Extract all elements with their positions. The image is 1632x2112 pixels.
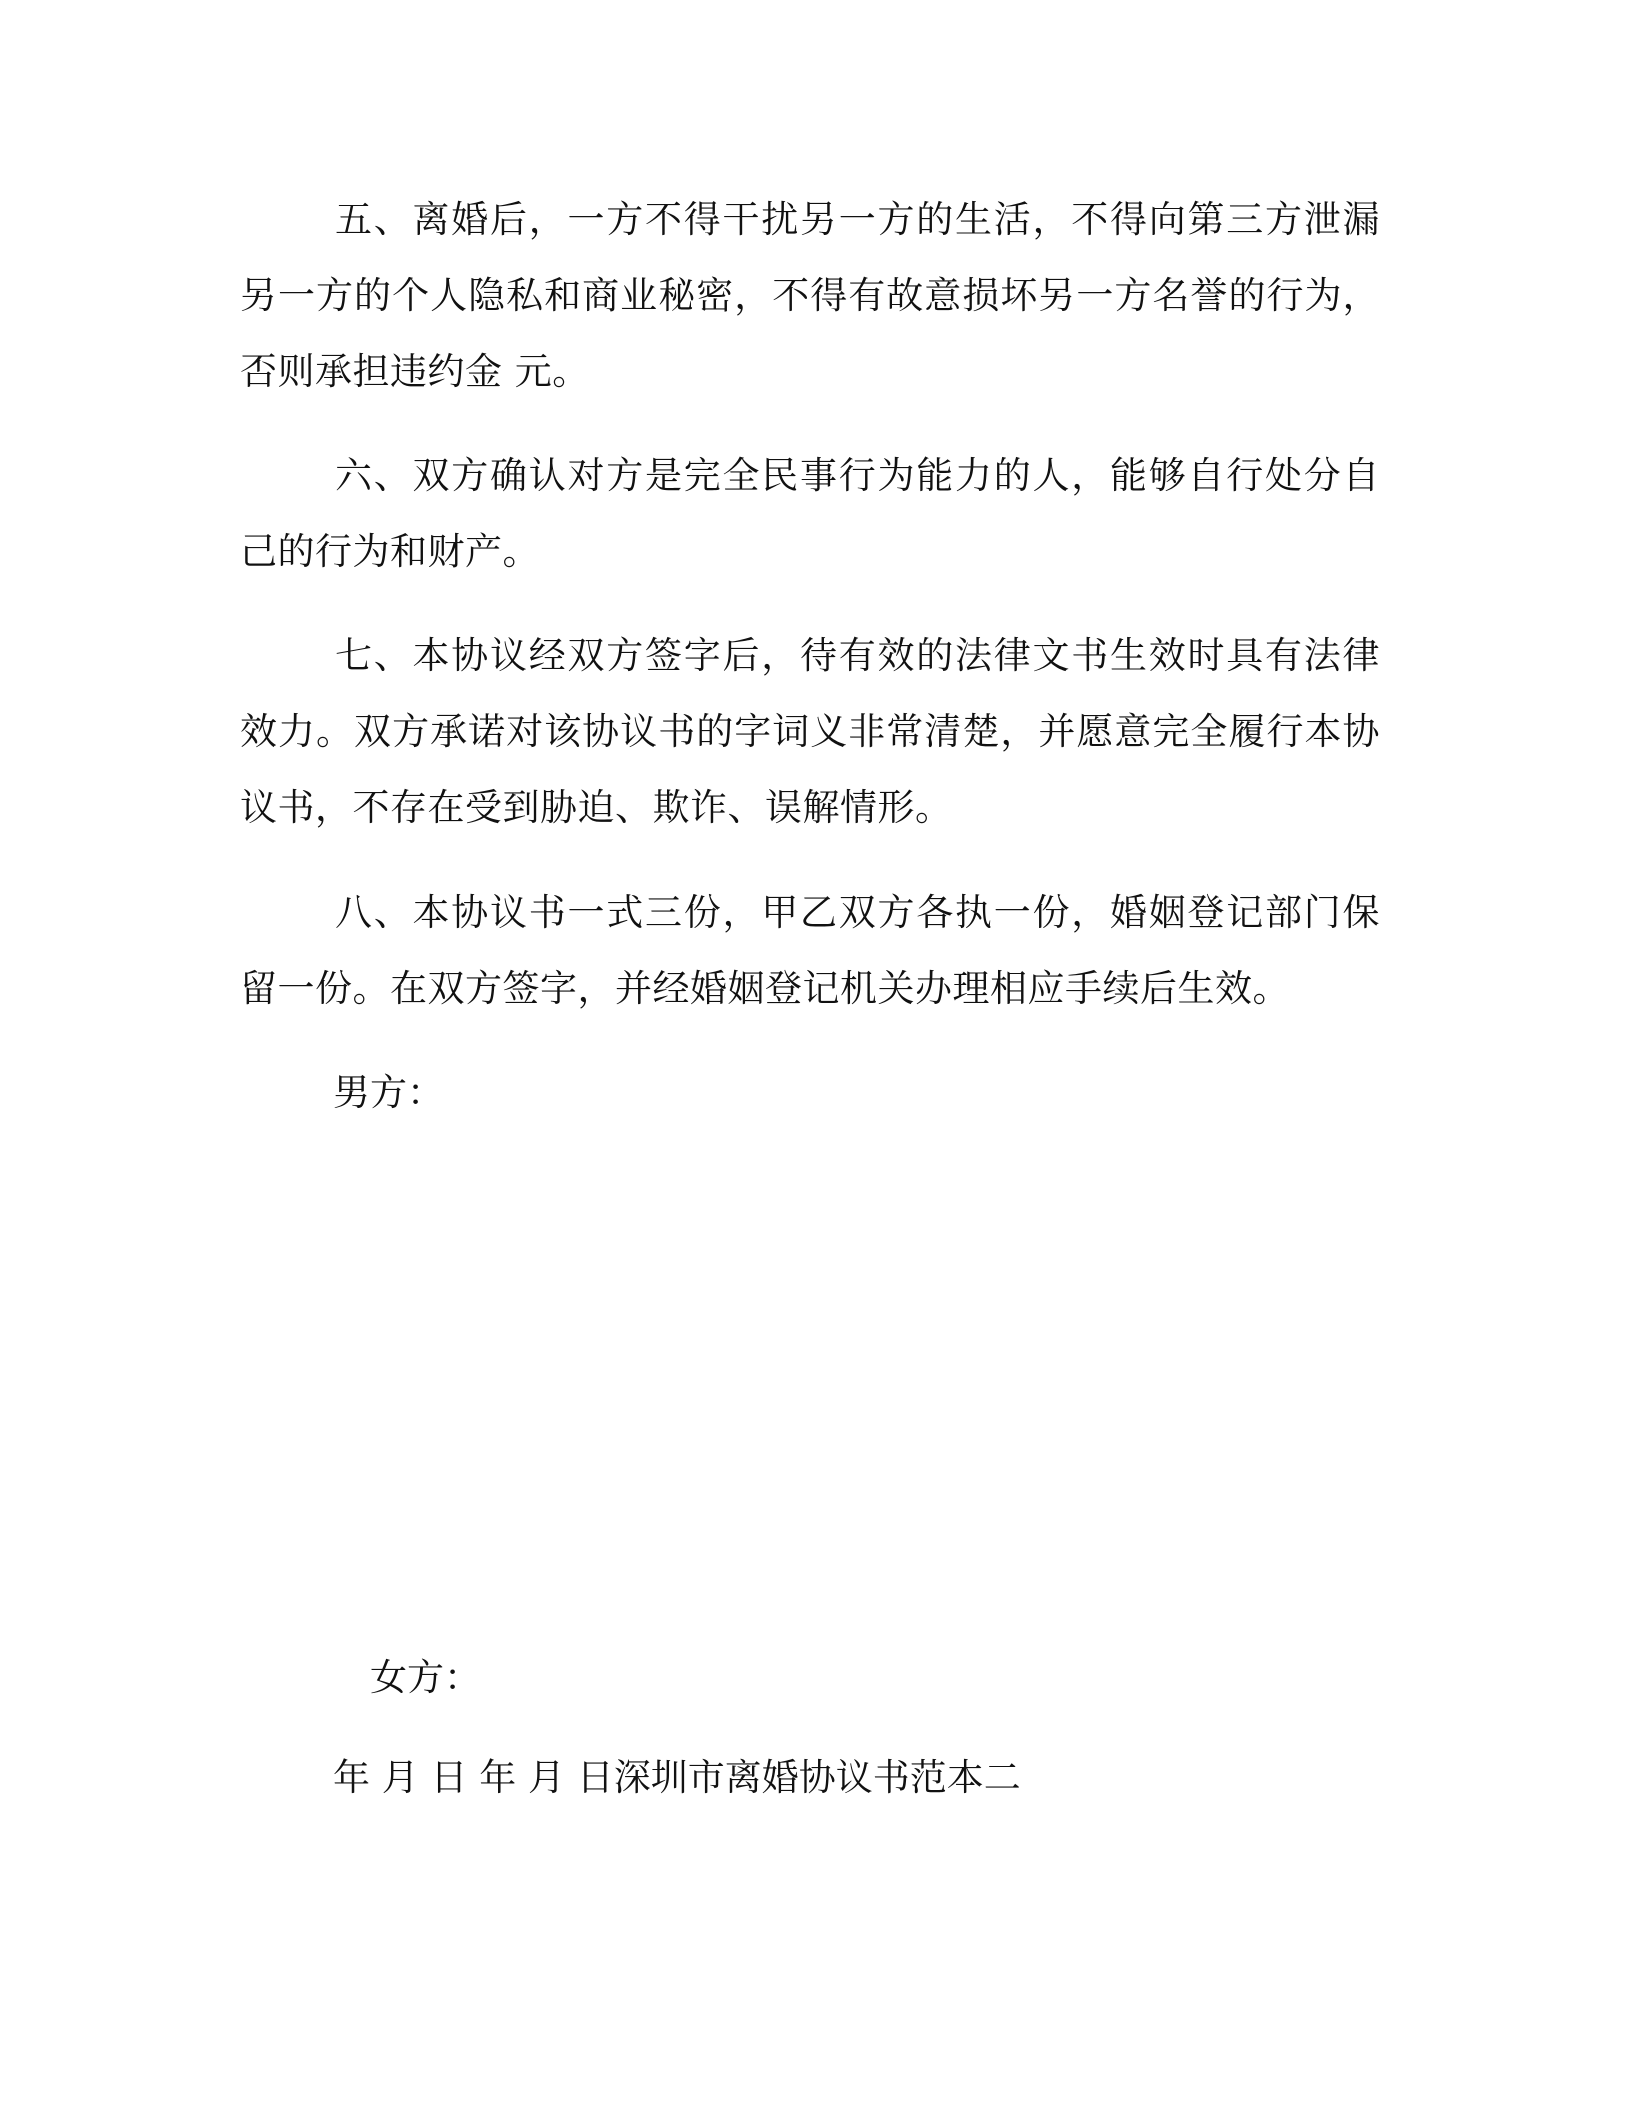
male-signature-label: 男方： (333, 1071, 444, 1114)
clause-eight: 八、本协议书一式三份，甲乙双方各执一份，婚姻登记部门保留一份。在双方签字，并经婚姻登记机关办理相应手续后生效。 (240, 891, 1380, 1010)
clause-six: 六、双方确认对方是完全民事行为能力的人，能够自行处分自己的行为和财产。 (240, 454, 1380, 573)
clause-seven: 七、本协议经双方签字后，待有效的法律文书生效时具有法律效力。双方承诺对该协议书的字词义非常清楚，并愿意完全履行本协议书，不存在受到胁迫、欺诈、误解情形。 (240, 634, 1380, 829)
clause-five: 五、离婚后，一方不得干扰另一方的生活，不得向第三方泄漏另一方的个人隐私和商业秘密，不得有故意损坏另一方名誉的行为，否则承担违约金 元。 (240, 198, 1380, 393)
date-line: 年 月 日 年 月 日深圳市离婚协议书范本二 (333, 1756, 1021, 1799)
female-signature-label: 女方： (370, 1656, 481, 1699)
